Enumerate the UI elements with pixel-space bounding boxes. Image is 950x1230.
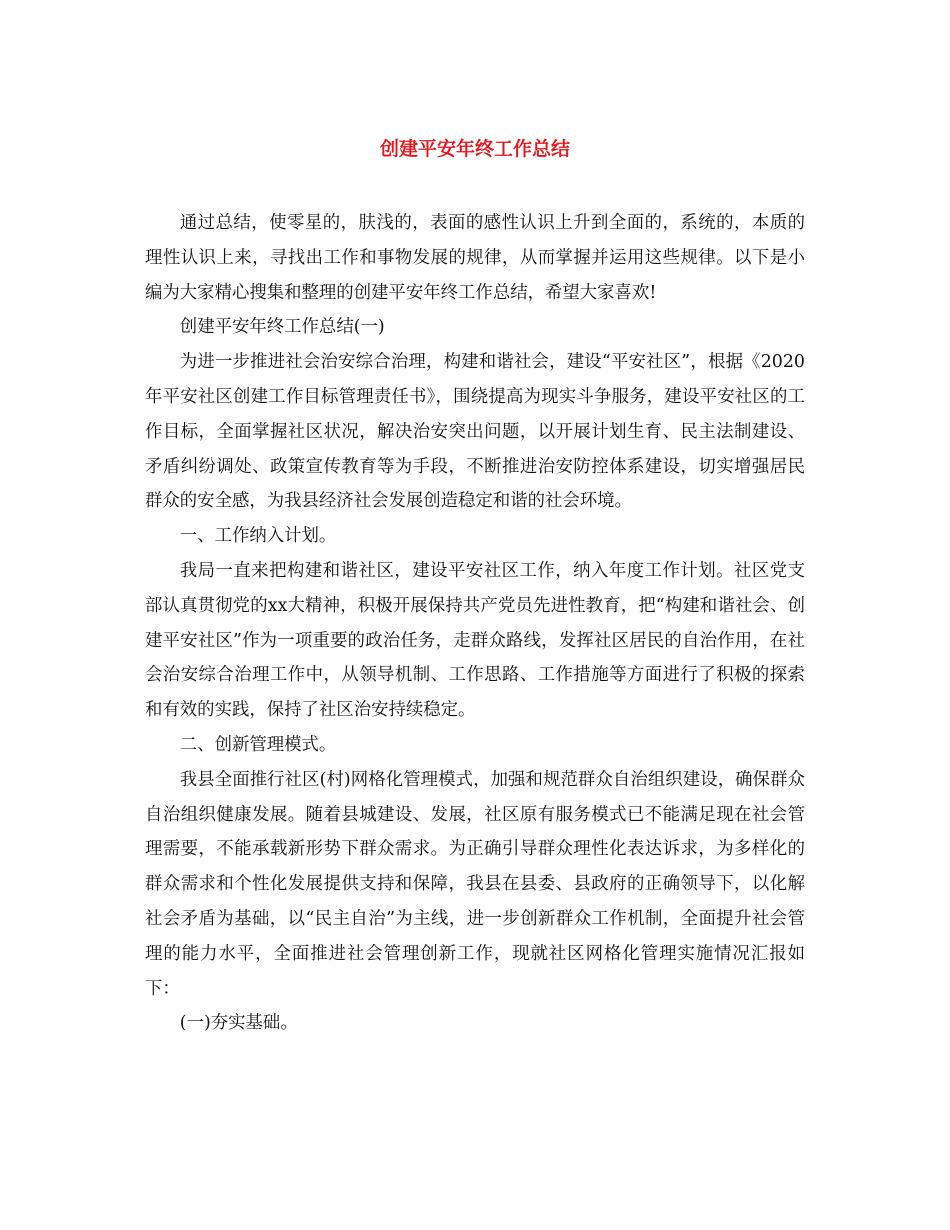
paragraph-purpose: 为进一步推进社会治安综合治理，构建和谐社会，建设“平安社区”，根据《2020年平安社区创建工作目标管理责任书》，围绕提高为现实斗争服务，建设平安社区的工作目标，全面掌握社区状况，解决治安突出问题，以开展计划生育、民主法制建设、矛盾纠纷调处、政策宣传教育等为手段，不断推进治安防控体系建设，切实增强居民群众的安全感，为我县经济社会发展创造稳定和谐的社会环境。	[145, 352, 805, 512]
paragraph-heading-one: 一、工作纳入计划。	[179, 526, 337, 547]
paragraph-subheading-one: (一)夯实基础。	[179, 1013, 298, 1034]
document-title: 创建平安年终工作总结	[379, 138, 570, 160]
paragraph-plan: 我局一直来把构建和谐社区，建设平安社区工作，纳入年度工作计划。社区党支部认真贯彻党的xx大精神，积极开展保持共产党员先进性教育，把“构建和谐社会、创建平安社区”作为一项重要的政治任务，走群众路线，发挥社区居民的自治作用，在社会治安综合治理工作中，从领导机制、工作思路、工作措施等方面进行了积极的探索和有效的实践，保持了社区治安持续稳定。	[145, 560, 805, 721]
paragraph-management: 我县全面推行社区(村)网格化管理模式，加强和规范群众自治组织建设，确保群众自治组织健康发展。随着县城建设、发展，社区原有服务模式已不能满足现在社会管理需要，不能承载新形势下群众需求。为正确引导群众理性化表达诉求，为多样化的群众需求和个性化发展提供支持和保障，我县在县委、县政府的正确领导下，以化解社会矛盾为基础，以“民主自治”为主线，进一步创新群众工作机制，全面提升社会管理的能力水平，全面推进社会管理创新工作，现就社区网格化管理实施情况汇报如下：	[145, 769, 805, 999]
document-body	[145, 206, 805, 1041]
paragraph-intro: 通过总结，使零星的，肤浅的，表面的感性认识上升到全面的，系统的，本质的理性认识上来，寻找出工作和事物发展的规律，从而掌握并运用这些规律。以下是小编为大家精心搜集和整理的创建平安年终工作总结，希望大家喜欢!	[145, 213, 805, 303]
paragraph-heading-two: 二、创新管理模式。	[179, 734, 337, 755]
paragraph-section-heading: 创建平安年终工作总结(一)	[179, 317, 385, 338]
